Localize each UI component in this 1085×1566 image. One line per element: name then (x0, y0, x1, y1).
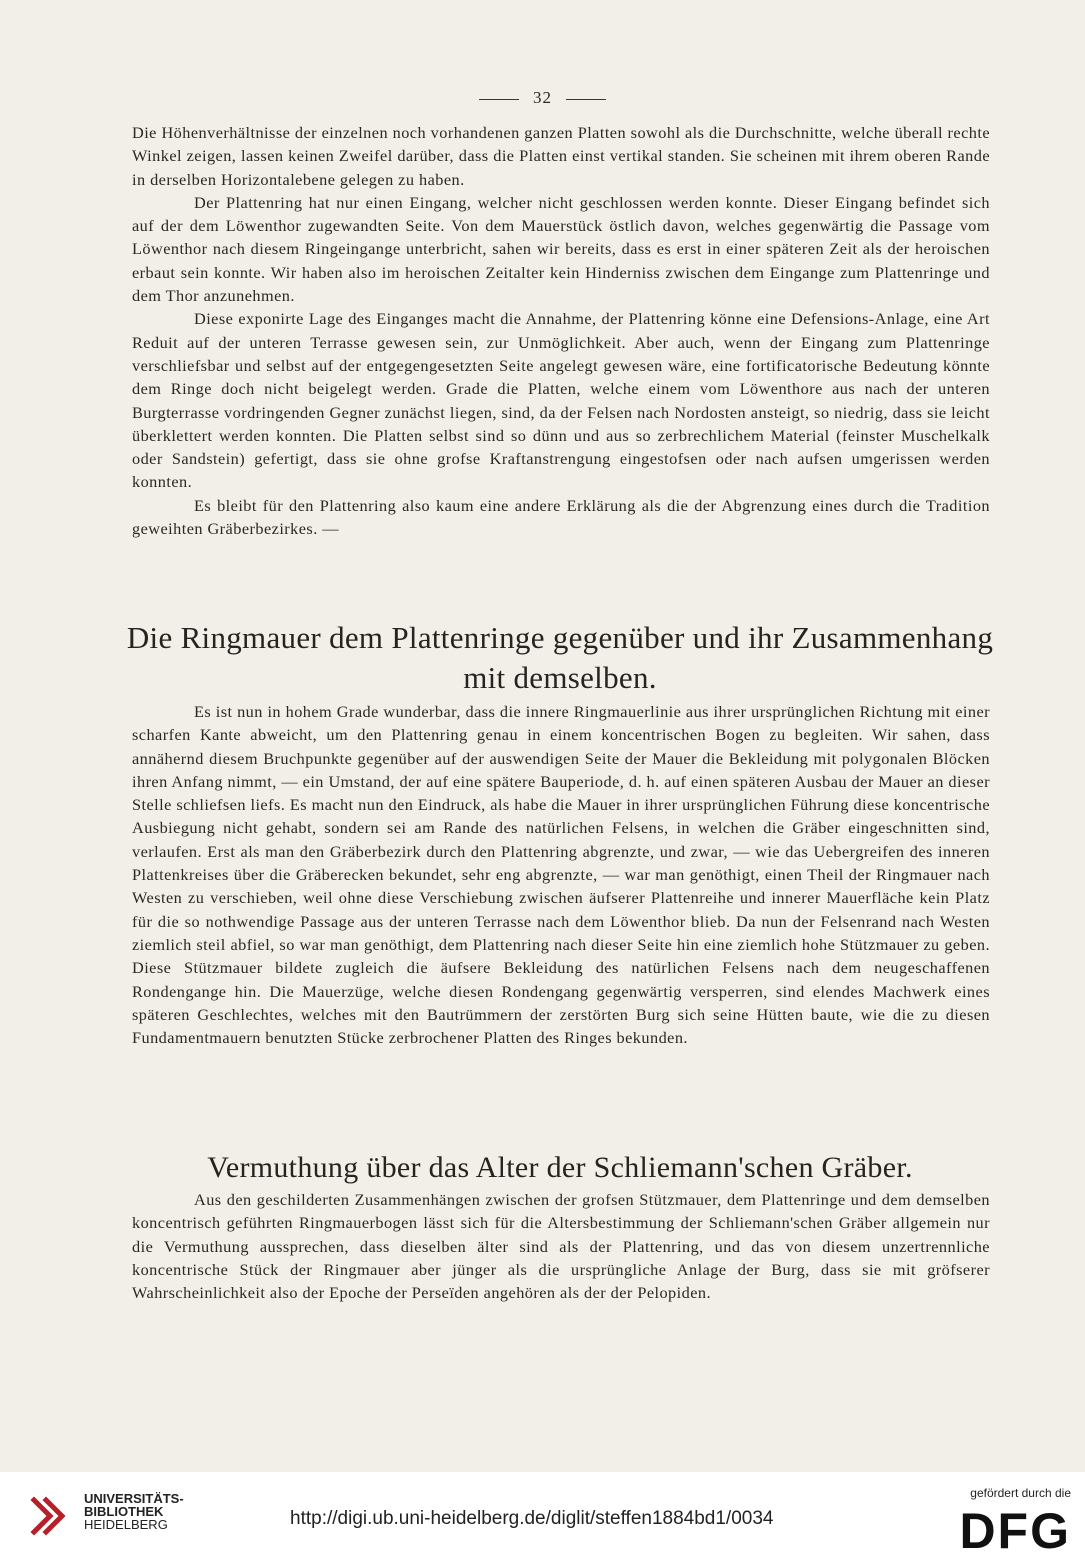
funded-by-label: gefördert durch die (970, 1486, 1071, 1500)
page-number-rule-left (479, 99, 519, 100)
section-1-text (132, 121, 990, 540)
library-line-2: BIBLIOTHEK (84, 1504, 164, 1519)
library-line-3: HEIDELBERG (84, 1517, 168, 1532)
paragraph: Es bleibt für den Plattenring also kaum eine andere Erklärung als die der Abgrenzung eines durch die Tradition geweihten Gräberbezirkes. — (132, 495, 990, 539)
paragraph: Die Höhenverhältnisse der einzelnen noch vorhandenen ganzen Platten sowohl als die Durchschnitte, welche überall rechte Winkel zeigen, lassen keinen Zweifel darüber, dass die Platten einst vertikal standen. Sie scheinen mit ihrem oberen Rande in derselben Horizontalebene gelegen zu haben. (132, 123, 990, 189)
university-library-logo-icon (28, 1494, 72, 1543)
paragraph: Diese exponirte Lage des Einganges macht die Annahme, der Plattenring könne eine Defensions-Anlage, eine Art Reduit auf der unteren Terrasse gewesen sein, zur Unmöglichkeit. Aber auch, wenn der Eingang zum Plattenringe verschliefsbar und selbst auf der entgegengesetzten Seite angelegt gewesen wäre, eine fortificatorische Bedeutung könnte dem Ringe doch nicht beigelegt werden. Grade die Platten, welche einem vom Löwenthore aus nach der unteren Burgterrasse vordringenden Gegner zunächst liegen, sind, da der Felsen nach Nordosten ansteigt, so niedrig, dass sie leicht überklettert werden konnten. Die Platten selbst sind so dünn und aus so zerbrechlichem Material (feinster Muschelkalk oder Sandstein) gefertigt, dass sie ohne grofse Kraftanstrengung eingestofsen oder nach aufsen umgerissen werden konnten. (132, 309, 990, 492)
funder-block (911, 1486, 1071, 1559)
section-3-text (132, 1188, 990, 1304)
paragraph: Es ist nun in hohem Grade wunderbar, dass die innere Ringmauerlinie aus ihrer ursprünglichen Richtung mit einer scharfen Kante abweicht, um den Plattenring genau in einem koncentrischen Bogen zu begleiten. Wir sahen, dass annähernd diesem Bruchpunkte gegenüber auf der auswendigen Seite der Mauer die Bekleidung mit polygonalen Blöcken ihren Anfang nimmt, — ein Umstand, der auf eine spätere Bauperiode, d. h. auf einen späteren Ausbau der Mauer an dieser Stelle schliefsen liefs. Es macht nun den Eindruck, als habe die Mauer in ihrer ursprünglichen Führung diese koncentrische Ausbiegung nicht gehabt, sondern sei am Rande des natürlichen Felsens, in welchen die Gräber eingeschnitten sind, verlaufen. Erst als man den Gräberbezirk durch den Plattenring abgrenzte, und zwar, — wie das Uebergreifen des inneren Plattenkreises über die Gräberecken bekundet, sehr eng abgrenzte, — war man genöthigt, einen Theil der Ringmauer nach Westen zu verschieben, weil ohne diese Verschiebung zwischen äufserer Plattenreihe und innerer Mauerfläche kein Platz für die so nothwendige Passage aus der unteren Terrasse nach dem Löwenthor blieb. Da nun der Felsenrand nach Westen ziemlich steil abfiel, so war man genöthigt, dem Plattenring nach dieser Seite hin eine ziemlich hohe Stützmauer zu geben. Diese Stützmauer bildete zugleich die äufsere Bekleidung des natürlichen Felsens nach dem neugeschaffenen Rondengange hin. Die Mauerzüge, welche diesen Rondengang gegenwärtig versperren, sind elendes Machwerk eines späteren Geschlechtes, welches mit den Bautrümmern der zerstörten Burg sich seine Hütten baute, wie die zu diesen Fundamentmauern benutzten Stücke zerbrochener Platten des Ringes bekunden. (132, 702, 990, 1048)
paragraph: Der Plattenring hat nur einen Eingang, welcher nicht geschlossen werden konnte. Dieser Eingang befindet sich auf der dem Löwenthor zugewandten Seite. Von dem Mauerstück östlich davon, welches gegenwärtig die Passage vom Löwenthor nach diesem Ringeingange unterbricht, sahen wir bereits, dass es erst in einer späteren Zeit als der heroischen erbaut sein konnte. Wir haben also im heroischen Zeitalter kein Hinderniss zwischen dem Eingange zum Plattenringe und dem Thor anzunehmen. (132, 192, 990, 306)
page-number-rule-right (566, 99, 606, 100)
paragraph: Aus den geschilderten Zusammenhängen zwischen der grofsen Stützmauer, dem Plattenringe und dem demselben koncentrisch geführten Ringmauerbogen lässt sich für die Altersbestimmung der Schliemann'schen Gräber allgemein nur die Vermuthung aussprechen, dass dieselben älter sind als der Plattenring, und das von diesem unzertrennliche koncentrische Stück der Ringmauer aber jünger als die ursprüngliche Anlage der Burg, dass sie mit gröfserer Wahrscheinlichkeit also der Epoche der Perseïden angehören als der der Pelopiden. (132, 1190, 990, 1303)
page-number (0, 88, 1085, 108)
dfg-logo: DFG (959, 1503, 1071, 1559)
section-2-text (132, 700, 990, 1049)
footer-bar (0, 1472, 1085, 1566)
permalink-url[interactable]: http://digi.ub.uni-heidelberg.de/diglit/steffen1884bd1/0034 (290, 1508, 774, 1529)
page-number-text: 32 (533, 88, 552, 107)
section-heading-ringmauer: Die Ringmauer dem Plattenringe gegenüber und ihr Zusammenhang mit demselben. (126, 620, 994, 695)
university-library-name (84, 1492, 184, 1531)
section-heading-vermuthung: Vermuthung über das Alter der Schliemann'schen Gräber. (207, 1151, 913, 1184)
library-line-1: UNIVERSITÄTS- (84, 1491, 184, 1506)
